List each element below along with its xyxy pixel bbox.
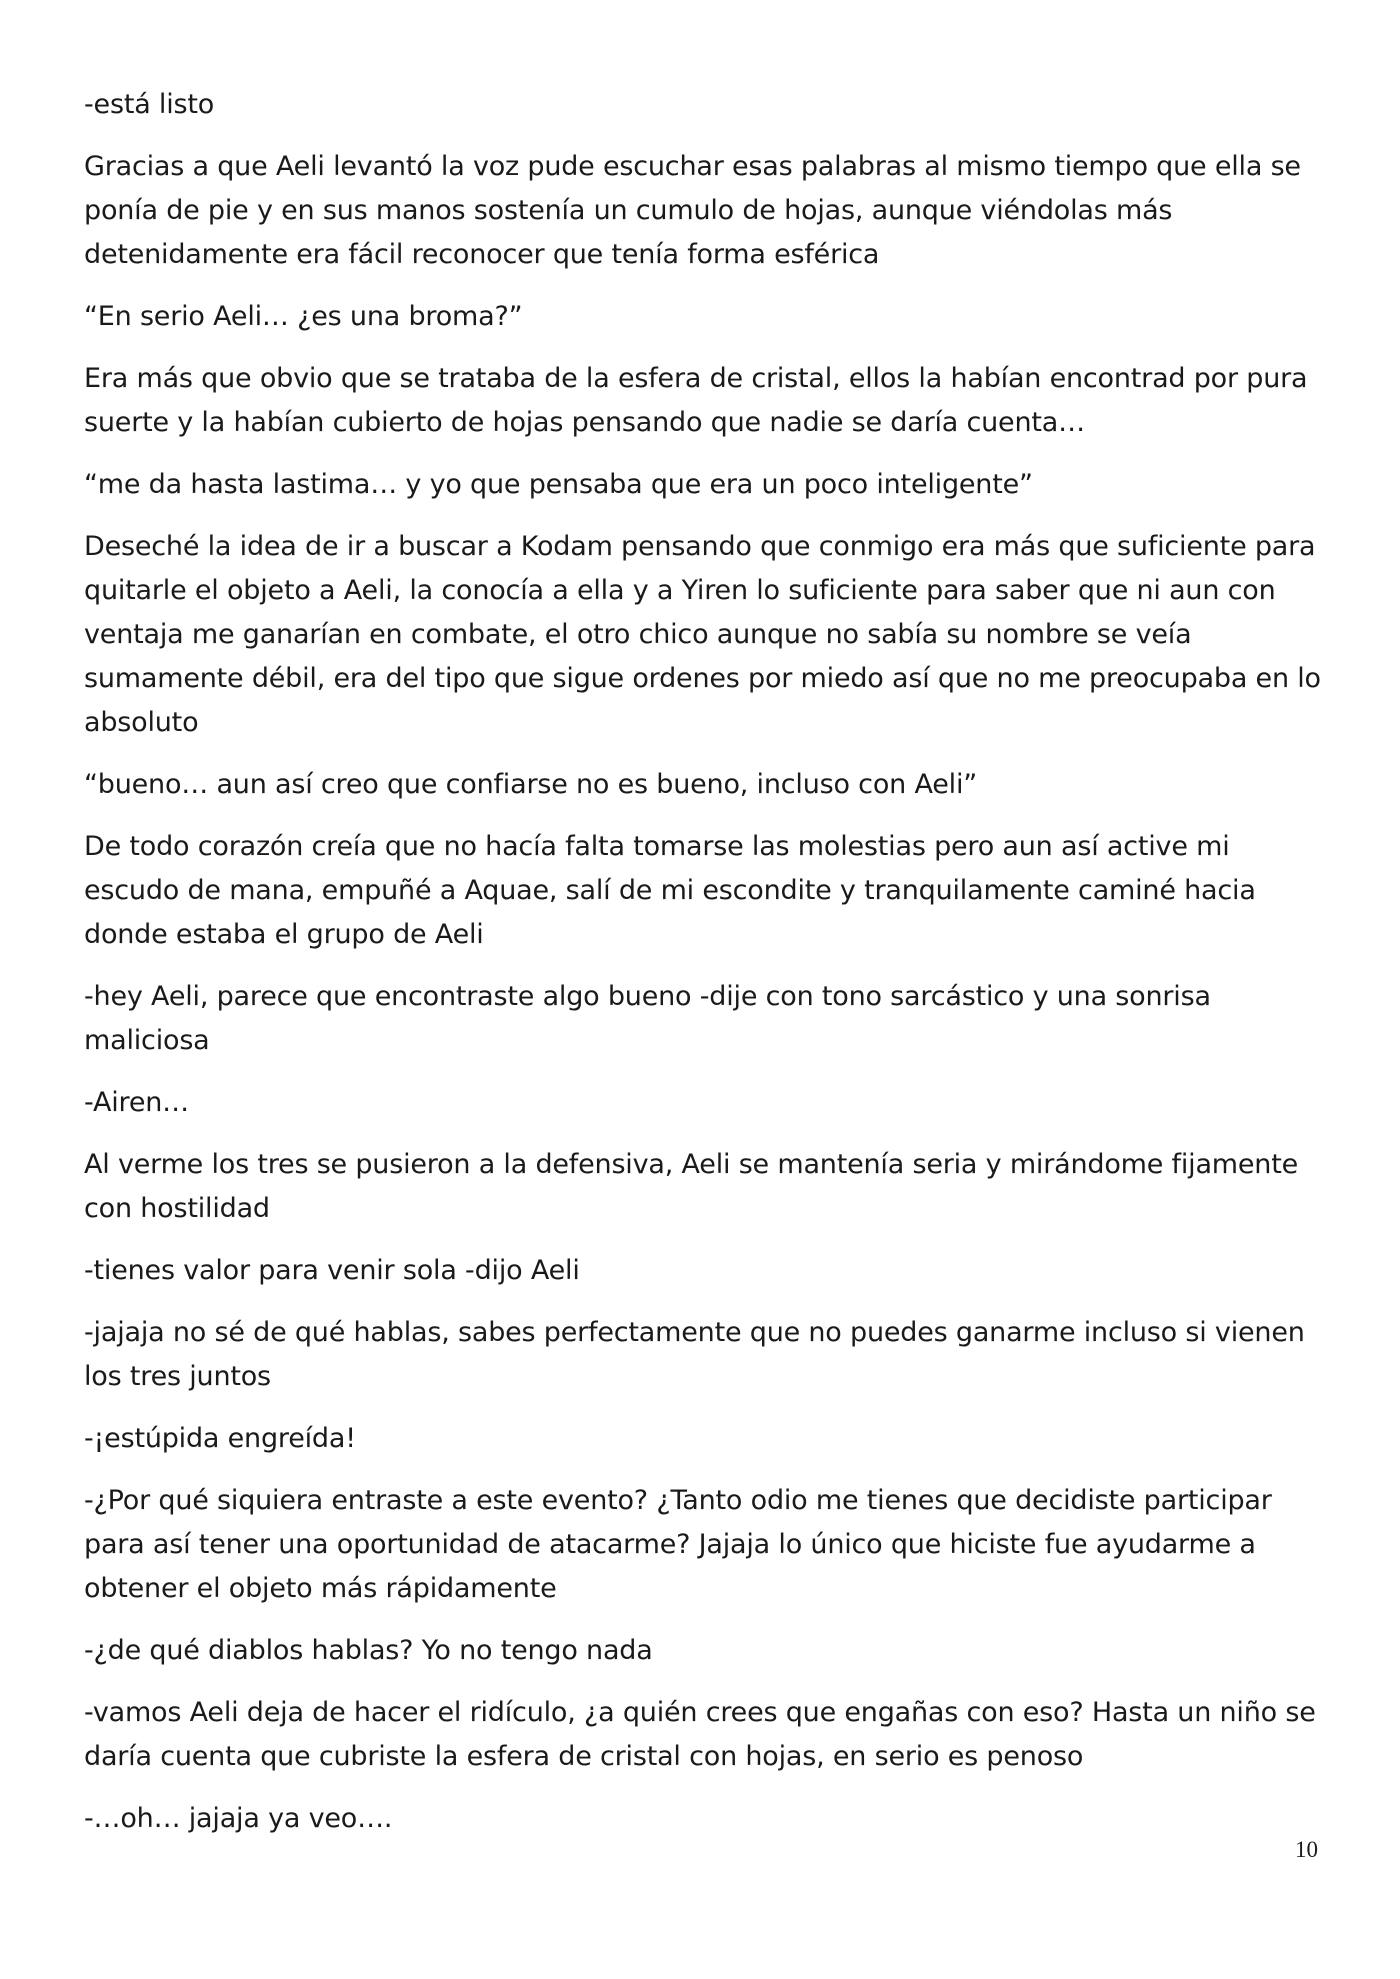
paragraph: -está listo (84, 89, 215, 120)
paragraph: Al verme los tres se pusieron a la defensiva, Aeli se mantenía seria y mirándome fijamente con hostilidad (84, 1149, 1299, 1224)
paragraph: -hey Aeli, parece que encontraste algo bueno -dije con tono sarcástico y una sonrisa maliciosa (84, 981, 1211, 1056)
paragraph: -¿de qué diablos hablas? Yo no tengo nada (84, 1635, 653, 1666)
paragraph: Era más que obvio que se trataba de la esfera de cristal, ellos la habían encontrad por pura suerte y la habían cubierto de hojas pensando que nadie se daría cuenta… (84, 363, 1308, 438)
paragraph: -¿Por qué siquiera entraste a este evento? ¿Tanto odio me tienes que decidiste participar para así tener una oportunidad de atacarme? Jajaja lo único que hiciste fue ayudarme a obtener el objeto más rápidamente (84, 1485, 1272, 1604)
paragraph: Gracias a que Aeli levantó la voz pude escuchar esas palabras al mismo tiempo que ella se ponía de pie y en sus manos sostenía un cumulo de hojas, aunque viéndolas más detenidamente era fácil reconocer que tenía forma esférica (84, 151, 1301, 270)
paragraph: “En serio Aeli… ¿es una broma?” (84, 301, 523, 332)
page-number: 10 (1295, 1837, 1318, 1862)
page-body (84, 83, 1324, 1859)
paragraph: -jajaja no sé de qué hablas, sabes perfectamente que no puedes ganarme incluso si vienen los tres juntos (84, 1317, 1305, 1392)
paragraph: “bueno… aun así creo que confiarse no es bueno, incluso con Aeli” (84, 769, 978, 800)
paragraph: -Airen… (84, 1087, 189, 1118)
paragraph: -vamos Aeli deja de hacer el ridículo, ¿a quién crees que engañas con eso? Hasta un niño se daría cuenta que cubriste la esfera de cristal con hojas, en serio es penoso (84, 1697, 1316, 1772)
paragraph: -¡estúpida engreída! (84, 1423, 356, 1454)
paragraph: -tienes valor para venir sola -dijo Aeli (84, 1255, 580, 1286)
paragraph: Deseché la idea de ir a buscar a Kodam pensando que conmigo era más que suficiente para quitarle el objeto a Aeli, la conocía a ella y a Yiren lo suficiente para saber que ni aun con ventaja me ganarían en combate, el otro chico aunque no sabía su nombre se veía sumamente débil, era del tipo que sigue ordenes por miedo así que no me preocupaba en lo absoluto (84, 531, 1321, 738)
paragraph: De todo corazón creía que no hacía falta tomarse las molestias pero aun así active mi escudo de mana, empuñé a Aquae, salí de mi escondite y tranquilamente caminé hacia donde estaba el grupo de Aeli (84, 831, 1256, 950)
paragraph: -…oh… jajaja ya veo…. (84, 1803, 393, 1834)
paragraph: “me da hasta lastima… y yo que pensaba que era un poco inteligente” (84, 469, 1033, 500)
